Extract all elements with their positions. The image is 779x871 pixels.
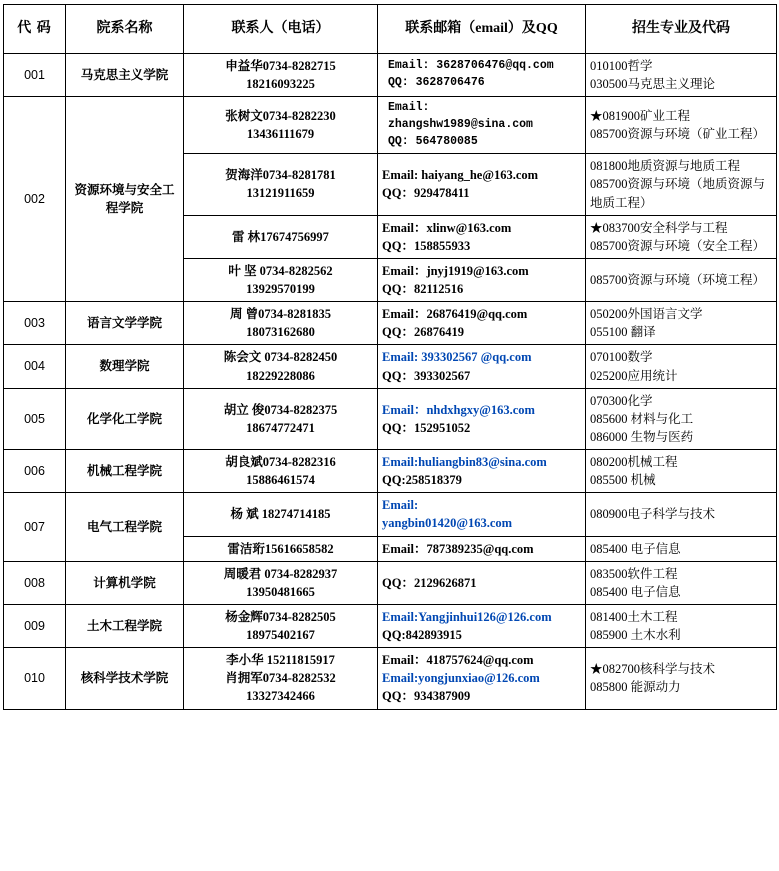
column-header-department: 院系名称 [66, 5, 184, 54]
text-line: 085900 土木水利 [590, 628, 681, 643]
cell-major-code [586, 54, 777, 97]
email-line: QQ:842893915 [382, 628, 462, 643]
cell-code: 004 [4, 345, 66, 388]
text-line: 13121911659 [246, 186, 315, 201]
cell-contact-person [184, 302, 378, 345]
cell-code: 001 [4, 54, 66, 97]
text-line: 18674772471 [246, 420, 315, 435]
text-line: 086000 生物与医药 [590, 429, 694, 444]
text-line: 杨金辉0734-8282505 [225, 609, 336, 624]
cell-code: 002 [4, 97, 66, 302]
text-line: 15886461574 [246, 473, 315, 488]
email-line: QQ：158855933 [382, 238, 471, 253]
text-line: 肖拥军0734-8282532 [225, 671, 336, 686]
email-line: Email:Yangjinhui126@126.com [382, 609, 552, 624]
email-line: Email：26876419@qq.com [382, 307, 528, 322]
email-line: QQ：26876419 [382, 325, 464, 340]
table-row [4, 648, 777, 709]
text-line: 张树文0734-8282230 [225, 109, 336, 124]
email-line: QQ：152951052 [382, 420, 471, 435]
text-line: 贺海洋0734-8281781 [225, 168, 336, 183]
column-header-code: 代 码 [4, 5, 66, 54]
text-line: 13327342466 [246, 689, 315, 704]
cell-contact-person [184, 97, 378, 154]
column-header-email-qq: 联系邮箱（email）及QQ [378, 5, 586, 54]
cell-email-qq [378, 450, 586, 493]
cell-major-code [586, 388, 777, 449]
column-header-contact-person: 联系人（电话） [184, 5, 378, 54]
cell-email-qq [378, 258, 586, 301]
cell-major-code [586, 493, 777, 536]
table-row [4, 450, 777, 493]
text-line: 050200外国语言文学 [590, 307, 703, 322]
cell-department: 计算机学院 [66, 561, 184, 604]
text-line: 085700资源与环境（安全工程） [590, 238, 766, 253]
cell-major-code [586, 561, 777, 604]
text-line: 083500软件工程 [590, 566, 678, 581]
table-row [4, 388, 777, 449]
text-line: 申益华0734-8282715 [225, 59, 336, 73]
cell-contact-person [184, 54, 378, 97]
table-row [4, 97, 777, 154]
text-line: 18073162680 [246, 325, 315, 340]
cell-email-qq [378, 561, 586, 604]
text-line: 085400 电子信息 [590, 541, 681, 556]
cell-contact-person [184, 258, 378, 301]
cell-major-code [586, 648, 777, 709]
email-line: QQ: 564780085 [388, 134, 478, 148]
email-line: Email:huliangbin83@sina.com [382, 455, 547, 470]
table-header [4, 5, 777, 54]
cell-major-code [586, 215, 777, 258]
text-line: 085600 材料与化工 [590, 411, 694, 426]
text-line: ★081900矿业工程 [590, 109, 691, 124]
text-line: 085500 机械 [590, 473, 656, 488]
email-line: QQ：393302567 [382, 368, 471, 383]
text-line: 13950481665 [246, 584, 315, 599]
table-row [4, 345, 777, 388]
cell-code: 010 [4, 648, 66, 709]
column-header-major-code: 招生专业及代码 [586, 5, 777, 54]
email-line: Email: [382, 498, 419, 513]
email-line: Email: 393302567 @qq.com [382, 350, 532, 365]
cell-major-code [586, 450, 777, 493]
email-line: Email：nhdxhgxy@163.com [382, 402, 535, 417]
text-line: 杨 斌 18274714185 [230, 507, 331, 522]
text-line: 085700资源与环境（环境工程） [590, 272, 766, 287]
table-row [4, 493, 777, 536]
text-line: 13929570199 [246, 282, 315, 297]
cell-email-qq [378, 215, 586, 258]
cell-email-qq [378, 154, 586, 215]
cell-contact-person [184, 493, 378, 536]
text-line: 李小华 15211815917 [226, 653, 335, 668]
email-line: QQ:258518379 [382, 473, 462, 488]
text-line: 叶 坚 0734-8282562 [228, 263, 333, 278]
text-line: 周暖君 0734-8282937 [223, 566, 338, 581]
email-line: Email:yongjunxiao@126.com [382, 671, 540, 686]
cell-code: 005 [4, 388, 66, 449]
text-line: 081400土木工程 [590, 609, 678, 624]
cell-major-code [586, 345, 777, 388]
text-line: 025200应用统计 [590, 368, 678, 383]
cell-major-code [586, 258, 777, 301]
cell-code: 007 [4, 493, 66, 561]
contact-table [3, 4, 777, 710]
email-line: QQ：934387909 [382, 689, 471, 704]
cell-email-qq [378, 54, 586, 97]
cell-contact-person [184, 215, 378, 258]
text-line: 085700资源与环境（地质资源与地质工程） [590, 177, 766, 210]
cell-email-qq [378, 97, 586, 154]
cell-contact-person [184, 561, 378, 604]
text-line: 010100哲学 [590, 59, 653, 73]
text-line: ★083700安全科学与工程 [590, 220, 728, 235]
email-line: Email：xlinw@163.com [382, 220, 512, 235]
cell-department: 机械工程学院 [66, 450, 184, 493]
cell-contact-person [184, 450, 378, 493]
cell-contact-person [184, 388, 378, 449]
cell-contact-person [184, 536, 378, 561]
cell-contact-person [184, 154, 378, 215]
text-line: 18229228086 [246, 368, 315, 383]
cell-email-qq [378, 493, 586, 536]
cell-department: 电气工程学院 [66, 493, 184, 561]
email-line: QQ：2129626871 [382, 575, 477, 590]
email-line: Email: 3628706476@qq.com [388, 59, 554, 73]
email-line: Email：jnyj1919@163.com [382, 263, 529, 278]
text-line: 13436111679 [246, 127, 315, 142]
table-body [4, 54, 777, 710]
text-line: 070300化学 [590, 393, 653, 408]
cell-department: 语言文学学院 [66, 302, 184, 345]
email-line: Email: haiyang_he@163.com [382, 168, 539, 183]
email-line: Email：418757624@qq.com [382, 653, 534, 668]
text-line: 070100数学 [590, 350, 653, 365]
cell-major-code [586, 302, 777, 345]
text-line: 030500马克思主义理论 [590, 77, 716, 92]
table-row [4, 302, 777, 345]
cell-major-code [586, 97, 777, 154]
cell-department: 资源环境与安全工程学院 [66, 97, 184, 302]
header-row [4, 5, 777, 54]
email-line: Email: zhangshw1989@sina.com [388, 101, 533, 131]
text-line: 085400 电子信息 [590, 584, 681, 599]
text-line: 胡立 俊0734-8282375 [223, 402, 338, 417]
cell-major-code [586, 154, 777, 215]
cell-contact-person [184, 345, 378, 388]
cell-email-qq [378, 604, 586, 647]
cell-major-code [586, 604, 777, 647]
cell-contact-person [184, 648, 378, 709]
text-line: 085800 能源动力 [590, 680, 681, 695]
email-line: QQ：929478411 [382, 186, 470, 201]
cell-code: 009 [4, 604, 66, 647]
email-line: QQ：82112516 [382, 282, 464, 297]
cell-email-qq [378, 648, 586, 709]
text-line: 陈会文 0734-8282450 [223, 350, 338, 365]
cell-contact-person [184, 604, 378, 647]
email-line: Email：787389235@qq.com [382, 541, 534, 556]
text-line: 周 曾0734-8281835 [229, 307, 332, 322]
cell-code: 008 [4, 561, 66, 604]
cell-department: 数理学院 [66, 345, 184, 388]
cell-email-qq [378, 345, 586, 388]
cell-email-qq [378, 536, 586, 561]
cell-department: 土木工程学院 [66, 604, 184, 647]
text-line: ★082700核科学与技术 [590, 662, 716, 677]
cell-major-code [586, 536, 777, 561]
cell-department: 马克思主义学院 [66, 54, 184, 97]
text-line: 081800地质资源与地质工程 [590, 159, 741, 174]
table-row [4, 604, 777, 647]
table-row [4, 561, 777, 604]
email-line: yangbin01420@163.com [382, 516, 513, 531]
cell-department: 核科学技术学院 [66, 648, 184, 709]
text-line: 080900电子科学与技术 [590, 507, 716, 522]
text-line: 055100 翻译 [590, 325, 656, 340]
text-line: 雷洁珩15616658582 [227, 541, 334, 556]
text-line: 18216093225 [246, 77, 315, 92]
email-line: QQ: 3628706476 [388, 76, 485, 90]
text-line: 085700资源与环境（矿业工程） [590, 127, 766, 142]
cell-code: 003 [4, 302, 66, 345]
cell-department: 化学化工学院 [66, 388, 184, 449]
table-row [4, 54, 777, 97]
text-line: 080200机械工程 [590, 455, 678, 470]
cell-email-qq [378, 302, 586, 345]
cell-email-qq [378, 388, 586, 449]
text-line: 雷 林17674756997 [232, 229, 329, 244]
text-line: 胡良斌0734-8282316 [225, 455, 336, 470]
text-line: 18975402167 [246, 628, 315, 643]
cell-code: 006 [4, 450, 66, 493]
